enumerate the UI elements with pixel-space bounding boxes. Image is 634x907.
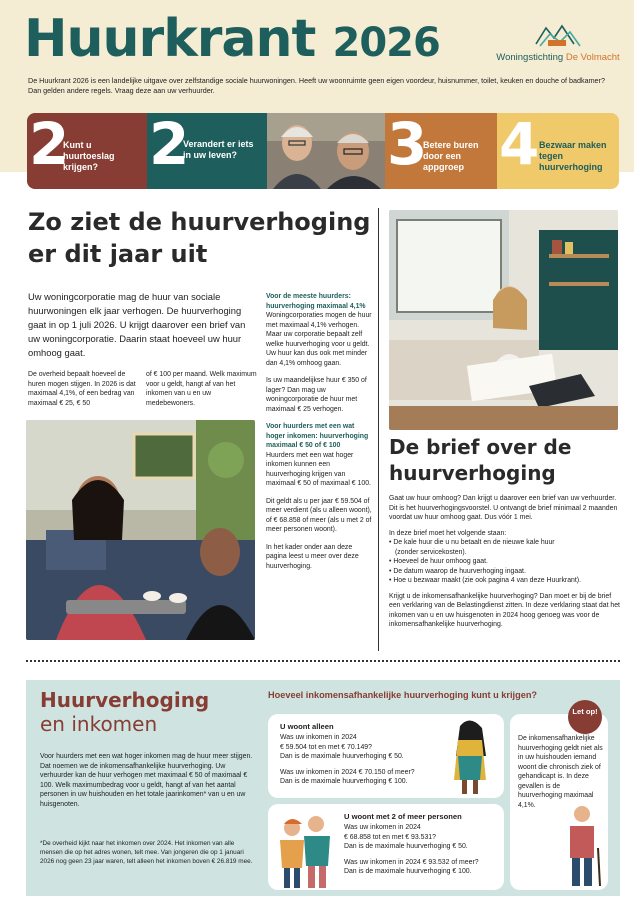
column-divider: [378, 208, 379, 651]
list-item: • De kale huur die u nu betaalt en de nieuwe kale huur: [389, 539, 555, 546]
card-title: U woont alleen: [280, 722, 334, 731]
newspaper-title: Huurkrant 2026: [24, 9, 440, 69]
photo-girl-studying: [389, 210, 618, 430]
warning-badge: Let op!: [568, 700, 602, 734]
man-with-cane-illustration-icon: [560, 802, 606, 888]
newspaper-year: 2026: [332, 20, 440, 66]
paragraph: Huurders met een wat hoger inkomen kunnen een huurverhoging krijgen van maximaal € 50 of maximaal € 100.: [266, 451, 371, 487]
paragraph: Krijgt u de inkomensafhankelijke huurverhoging? Dan moet er bij de brief een verklaring van de Belastingdienst zitten. In deze verklaring staat dat het inkomen van u en uw huisgenoten in 2024 hoog genoeg was voor de inkomensafhankelijke huurverhoging.: [389, 592, 620, 628]
box-footnote: *De overheid kijkt naar het inkomen over 2024. Het inkomen van alle mensen die op het adres wonen, telt mee. Van jongeren die op 1 januari 2026 nog geen 23 jaar waren, telt alleen het inkomen boven € 26.819 mee.: [40, 840, 253, 865]
box-title: Huurverhoging: [40, 688, 210, 712]
requirements-list: [389, 538, 623, 586]
teaser-page-number: 2: [149, 113, 190, 178]
teaser-page-number: 2: [29, 113, 70, 178]
list-item: • Hoe u bezwaar maakt (zie ook pagina 4 van deze Huurkrant).: [389, 577, 582, 584]
article-body-brief: [389, 494, 623, 636]
publisher-logo: [490, 20, 626, 66]
article-title-huurverhoging: Zo ziet de huurverhoging er dit jaar uit: [28, 208, 371, 268]
teaser-life-change[interactable]: [147, 113, 267, 189]
box-body: Voor huurders met een wat hoger inkomen mag de huur meer stijgen. Dat noemen we de inkomensafhankelijke huurverhoging. Uw verhuurder kan de huur verhogen met maximaal € 50 of maximaal € 100. Welk maximumbedrag voor u geldt, hangt af van het aantal personen in uw huishouden en het totale jaarinkomen* van u en uw huisgenoten.: [40, 753, 253, 808]
woman-illustration-icon: [440, 716, 500, 796]
list-item: • De datum waarop de huurverhoging ingaat.: [389, 567, 526, 575]
teaser-appgroep[interactable]: [385, 113, 497, 189]
box-subtitle: en inkomen: [40, 712, 158, 736]
list-item: (zonder servicekosten).: [395, 548, 467, 556]
paragraph: Woningcorporaties mogen de huur met maximaal 4,1% verhogen. Maar uw corporatie bepaalt zelf welke huurverhoging voor u geldt. Uw huur kan dus ook met minder dan 4,1% omhoog gaan.: [266, 312, 372, 367]
subheading-higher-income: Voor huurders met een wat hoger inkomen: huurverhoging maximaal € 50 of € 100: [266, 423, 369, 449]
card-text: Was uw inkomen in 2024 € 59.504 tot en met € 70.149? Dan is de maximale huurverhoging € 50. Was uw inkomen in 2024 € 70.150 of meer? Dan is de maximale huurverhoging € 100.: [280, 734, 415, 785]
paragraph: Dit geldt als u per jaar € 59.504 of meer verdient (als u alleen woont), of € 68.858 of meer (als u met 2 of meer personen woont).: [266, 497, 372, 533]
teaser-huurtoeslag[interactable]: [27, 113, 147, 189]
couple-illustration-icon: [272, 810, 336, 890]
teaser-label: Betere buren door een appgroep: [423, 140, 479, 172]
paragraph: Is uw maandelijkse huur € 350 of lager? Dan mag uw woningcorporatie de huur met maximaal € 25 verhogen.: [266, 377, 367, 413]
teaser-page-number: 3: [387, 113, 428, 178]
teaser-bezwaar[interactable]: [497, 113, 619, 189]
article-lede: Uw woningcorporatie mag de huur van sociale huurwoningen elk jaar verhogen. De huurverhoging gaat in op 1 juli 2026. U krijgt daarover een brief van uw woningcorporatie. Daarin staat hoeveel uw huur omhoog gaat.: [28, 291, 246, 358]
list-item: • Hoeveel de huur omhoog gaat.: [389, 558, 488, 565]
card-title: U woont met 2 of meer personen: [344, 812, 462, 821]
logo-house-icon: [490, 20, 626, 50]
card-text: De inkomensafhankelijke huurverhoging geldt niet als in uw huishouden iemand woont die chronisch ziek of gehandicapt is. In deze gevallen is de huurverhoging maximaal 4,1%.: [518, 735, 603, 809]
publisher-name: Woningstichting De Volmacht: [496, 52, 620, 63]
intro-text: De Huurkrant 2026 is een landelijke uitgave over zelfstandige sociale huurwoningen. Heeft uw woonruimte geen eigen voordeur, huisnummer, toilet, keuken en douche of badkamer? Dan gelden andere regels. Vraag deze aan uw verhuurder.: [28, 76, 605, 95]
list-intro: In deze brief moet het volgende staan:: [389, 529, 507, 537]
paragraph: In het kader onder aan deze pagina leest u meer over deze huurverhoging.: [266, 543, 359, 570]
box-question: Hoeveel inkomensafhankelijke huurverhoging kunt u krijgen?: [268, 690, 538, 700]
card-living-with-others: [268, 804, 504, 890]
teaser-label: Kunt u huurtoeslag krijgen?: [63, 140, 115, 172]
section-divider: [26, 660, 620, 662]
teaser-label: Verandert er iets in uw leven?: [183, 139, 254, 160]
teaser-label: Bezwaar maken tegen huurverhoging: [539, 140, 607, 172]
teaser-page-number: 4: [499, 113, 540, 178]
paragraph: Gaat uw huur omhoog? Dan krijgt u daarover een brief van uw verhuurder. Dit is het huurverhogingsvoorstel. U ontvangt de brief minimaal 2 maanden voordat uw huur omhoog gaat. Dus vóór 1 mei.: [389, 495, 618, 521]
article-title-brief: De brief over de huurverhoging: [389, 435, 572, 485]
card-exception: [510, 714, 608, 890]
teaser-bar: [27, 113, 619, 189]
card-text: Was uw inkomen in 2024 € 68.858 tot en met € 93.531? Dan is de maximale huurverhoging € 50. Was uw inkomen in 2024 € 93.532 of meer? Dan is de maximale huurverhoging € 100.: [344, 824, 479, 875]
card-living-alone: [268, 714, 504, 798]
photo-family-living-room: [26, 420, 255, 640]
subheading-most-tenants: Voor de meeste huurders: huurverhoging maximaal 4,1%: [266, 293, 366, 310]
article-body-col-1: De overheid bepaalt hoeveel de huren mogen stijgen. In 2026 is dat maximaal 4,1%, of een bedrag van maximaal € 25, € 50: [28, 371, 136, 407]
article-side-column: [266, 292, 374, 579]
teaser-photo-elderly-men: [267, 113, 385, 189]
article-body-col-2: of € 100 per maand. Welk maximum voor u geldt, hangt af van het inkomen van u en uw medebewoners.: [146, 371, 257, 407]
